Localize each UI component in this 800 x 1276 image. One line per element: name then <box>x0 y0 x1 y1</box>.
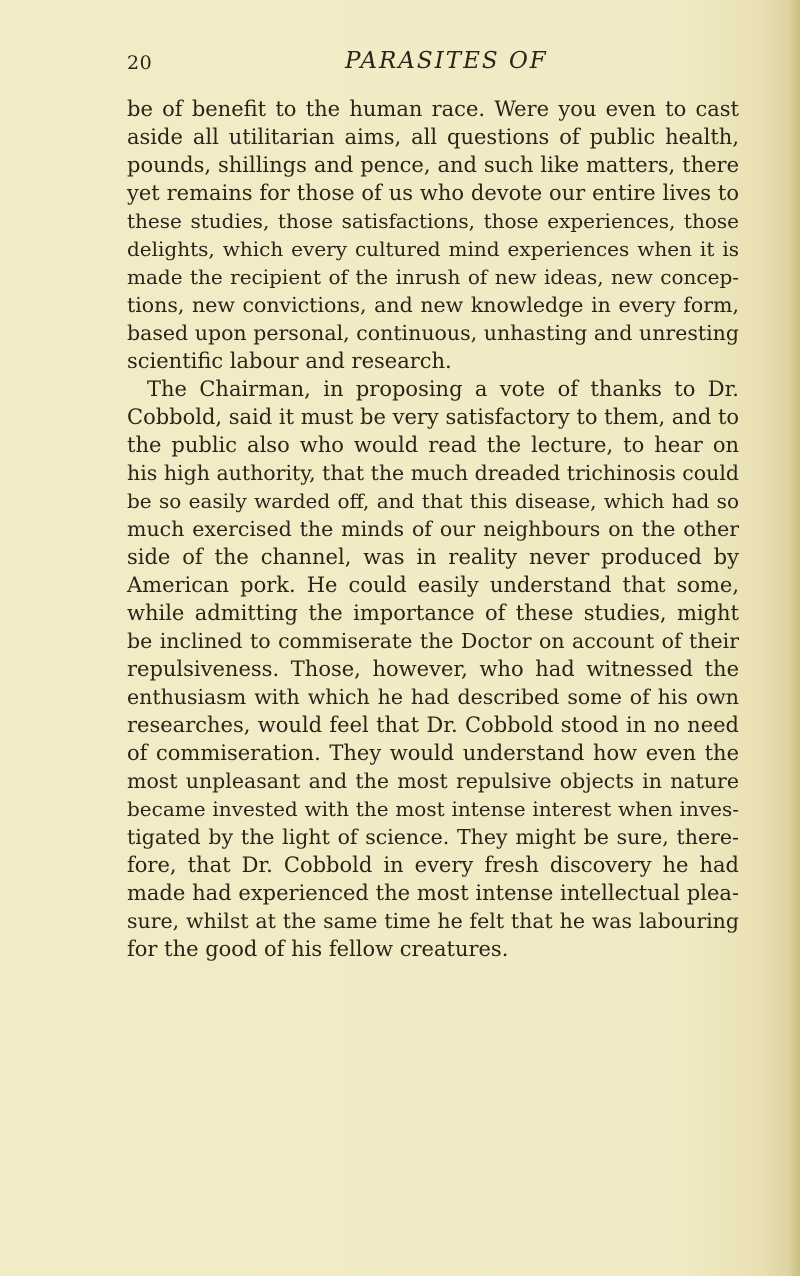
text-line: side of the channel, was in reality never produced by <box>127 545 739 569</box>
text-line: be so easily warded off, and that this disease, which had so <box>127 489 739 513</box>
text-line: made had experienced the most intense intellectual plea- <box>127 881 739 905</box>
body-text <box>127 95 739 963</box>
text-line: American pork. He could easily understand that some, <box>127 573 739 597</box>
text-line: tigated by the light of science. They might be sure, there- <box>127 825 739 849</box>
text-line: these studies, those satisfactions, those experiences, those <box>127 209 739 233</box>
text-line: tions, new convictions, and new knowledge in every form, <box>127 293 739 317</box>
paragraph <box>127 95 739 375</box>
page-number: 20 <box>127 52 153 74</box>
text-line: researches, would feel that Dr. Cobbold stood in no need <box>127 713 739 737</box>
text-line: while admitting the importance of these studies, might <box>127 601 739 625</box>
text-line: most unpleasant and the most repulsive objects in nature <box>127 769 739 793</box>
running-head <box>127 48 737 82</box>
text-line: pounds, shillings and pence, and such like matters, there <box>127 153 739 177</box>
text-line: made the recipient of the inrush of new ideas, new concep- <box>127 265 739 289</box>
text-line: be of benefit to the human race. Were you even to cast <box>127 97 739 121</box>
text-line: yet remains for those of us who devote our entire lives to <box>127 181 739 205</box>
text-line: enthusiasm with which he had described some of his own <box>127 685 739 709</box>
text-line: of commiseration. They would understand how even the <box>127 741 739 765</box>
text-line: aside all utilitarian aims, all questions of public health, <box>127 125 739 149</box>
running-head-title: PARASITES OF <box>345 48 548 74</box>
page-edge <box>788 0 800 1276</box>
text-line: scientific labour and research. <box>127 349 452 373</box>
text-line: The Chairman, in proposing a vote of thanks to Dr. <box>147 377 739 401</box>
text-line: much exercised the minds of our neighbours on the other <box>127 517 739 541</box>
text-line: the public also who would read the lecture, to hear on <box>127 433 739 457</box>
paragraph <box>127 375 739 963</box>
text-line: became invested with the most intense interest when inves- <box>127 797 739 821</box>
text-line: fore, that Dr. Cobbold in every fresh discovery he had <box>127 853 739 877</box>
text-line: repulsiveness. Those, however, who had witnessed the <box>127 657 739 681</box>
text-line: delights, which every cultured mind experiences when it is <box>127 237 739 261</box>
text-line: based upon personal, continuous, unhasting and unresting <box>127 321 739 345</box>
text-line: sure, whilst at the same time he felt that he was labouring <box>127 909 739 933</box>
text-line: Cobbold, said it must be very satisfactory to them, and to <box>127 405 740 429</box>
text-line: for the good of his fellow creatures. <box>127 937 509 961</box>
text-line: be inclined to commiserate the Doctor on account of their <box>127 629 739 653</box>
text-line: his high authority, that the much dreaded trichinosis could <box>127 461 739 485</box>
